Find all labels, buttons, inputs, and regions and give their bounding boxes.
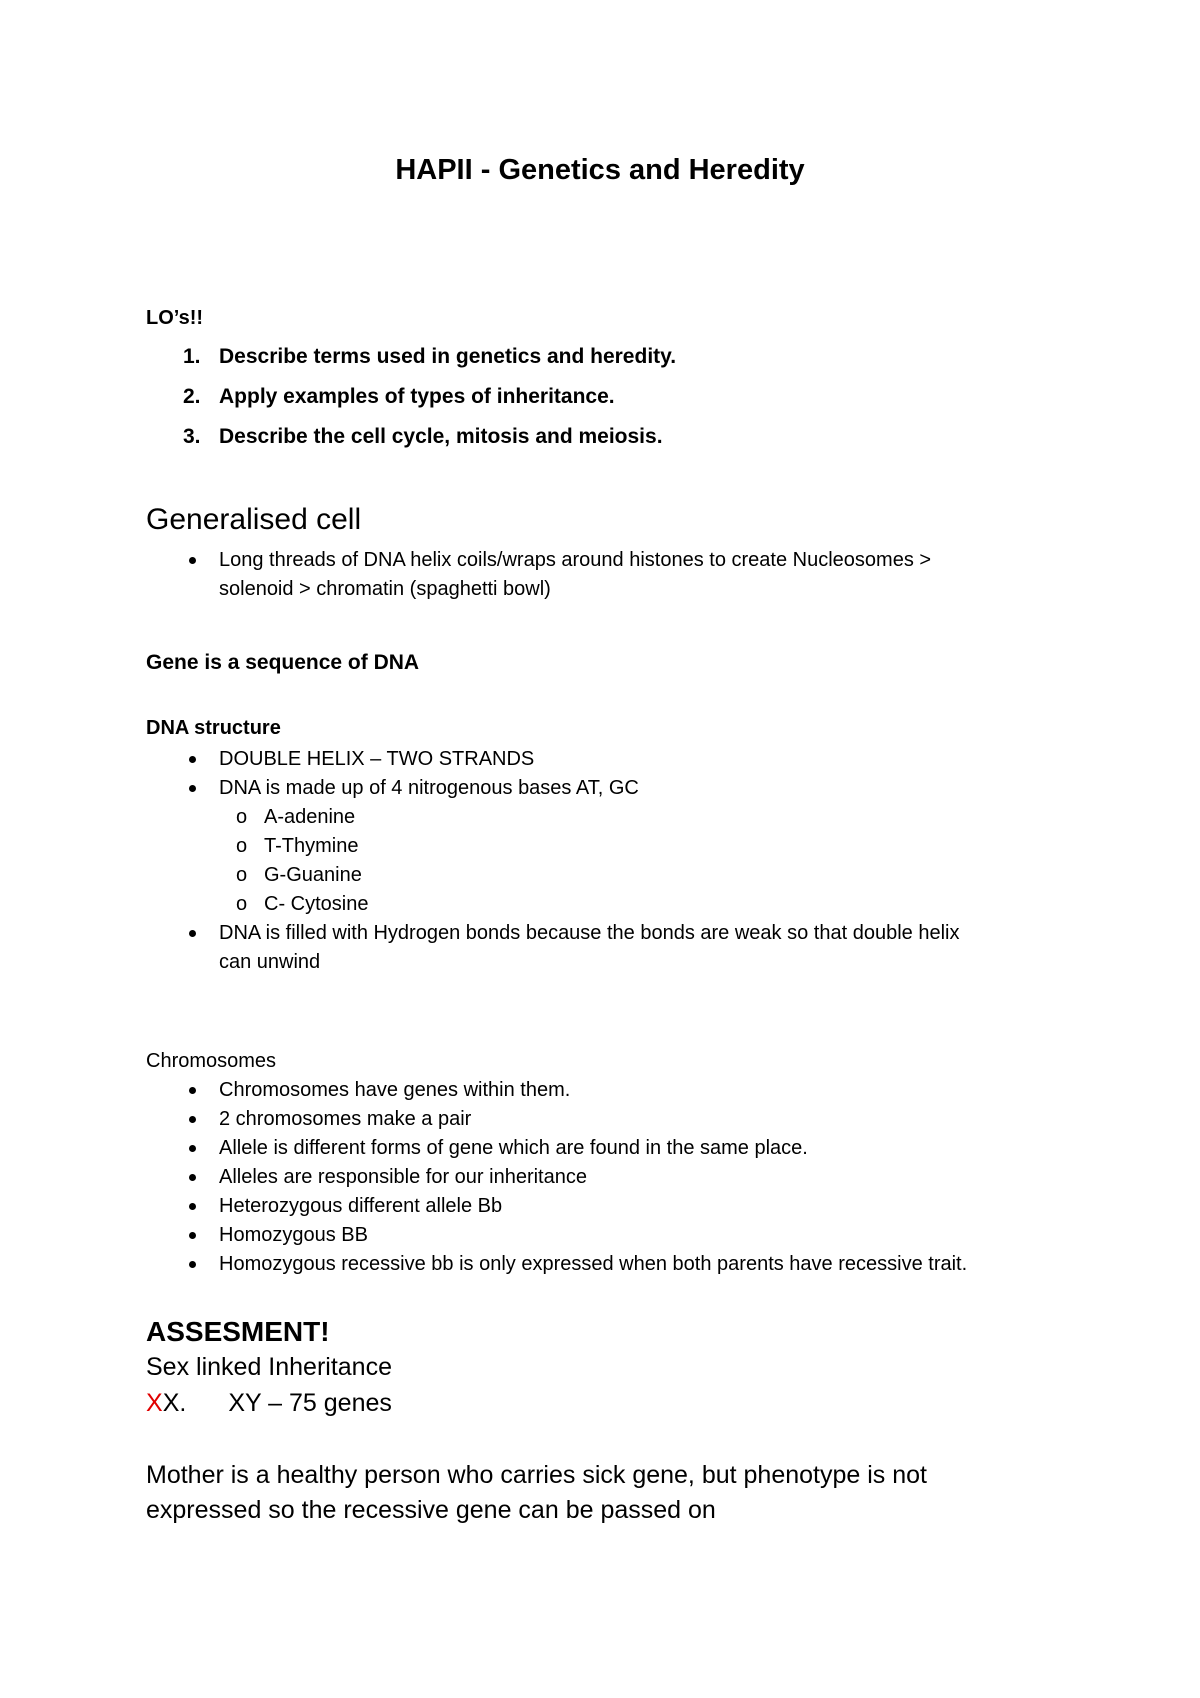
bullet-icon xyxy=(189,1116,196,1123)
list-item-text: Alleles are responsible for our inheritance xyxy=(219,1166,587,1188)
bullet-icon xyxy=(189,1232,196,1239)
sub-list-item xyxy=(146,832,1066,861)
list-item-text: C- Cytosine xyxy=(264,893,369,915)
list-item xyxy=(146,1221,1066,1250)
list-item-text: DOUBLE HELIX – TWO STRANDS xyxy=(219,748,535,770)
list-item-text-cont: solenoid > chromatin (spaghetti bowl) xyxy=(219,578,551,600)
list-item xyxy=(146,919,1066,977)
xy-text: XY – 75 genes xyxy=(228,1389,392,1417)
list-item xyxy=(146,1163,1066,1192)
list-item-text: Homozygous recessive bb is only expressed when both parents have recessive trait. xyxy=(219,1253,968,1275)
list-item xyxy=(146,423,676,463)
generalised-cell-heading: Generalised cell xyxy=(146,503,362,536)
list-item xyxy=(146,343,676,383)
dna-structure-heading: DNA structure xyxy=(146,717,281,739)
bullet-icon xyxy=(189,756,196,763)
sex-linked-heading: Sex linked Inheritance xyxy=(146,1353,392,1381)
gene-heading: Gene is a sequence of DNA xyxy=(146,651,420,674)
list-item-text: Allele is different forms of gene which are found in the same place. xyxy=(219,1137,808,1159)
bullet-icon xyxy=(189,1087,196,1094)
assessment-heading: ASSESMENT! xyxy=(146,1316,330,1347)
list-item xyxy=(146,546,1066,604)
list-item xyxy=(146,745,1066,774)
list-number: 2. xyxy=(183,385,201,408)
paragraph-line-2: expressed so the recessive gene can be passed on xyxy=(146,1496,716,1524)
learning-objectives-list xyxy=(146,343,676,463)
circle-bullet-icon: o xyxy=(236,835,248,857)
list-item xyxy=(146,383,676,423)
page-title: HAPII - Genetics and Heredity xyxy=(395,154,805,186)
dna-structure-list xyxy=(146,745,1066,977)
list-item-text: DNA is made up of 4 nitrogenous bases AT, GC xyxy=(219,777,639,799)
list-item-text: Homozygous BB xyxy=(219,1224,368,1246)
bullet-icon xyxy=(189,930,196,937)
sub-list-item xyxy=(146,890,1066,919)
list-item-text: G-Guanine xyxy=(264,864,362,886)
list-number: 1. xyxy=(183,345,201,368)
list-item-text: T-Thymine xyxy=(264,835,359,857)
bullet-icon xyxy=(189,557,196,564)
red-x-letter: X xyxy=(146,1389,163,1417)
generalised-cell-list xyxy=(146,546,1066,604)
sub-list-item xyxy=(146,803,1066,832)
circle-bullet-icon: o xyxy=(236,893,248,915)
list-item-text: Chromosomes have genes within them. xyxy=(219,1079,571,1101)
paragraph-line-1: Mother is a healthy person who carries sick gene, but phenotype is not xyxy=(146,1461,927,1489)
chromosomes-list xyxy=(146,1076,1066,1279)
list-item xyxy=(146,1134,1066,1163)
bullet-icon xyxy=(189,785,196,792)
bullet-icon xyxy=(189,1174,196,1181)
list-item xyxy=(146,1076,1066,1105)
xx-rest: X. xyxy=(162,1389,187,1417)
list-item-text: Describe terms used in genetics and heredity. xyxy=(219,345,677,368)
list-item xyxy=(146,1192,1066,1221)
circle-bullet-icon: o xyxy=(236,864,248,886)
list-item-text: Apply examples of types of inheritance. xyxy=(219,385,615,408)
list-number: 3. xyxy=(183,425,201,448)
list-item-text: Heterozygous different allele Bb xyxy=(219,1195,503,1217)
sub-list-item xyxy=(146,861,1066,890)
list-item xyxy=(146,774,1066,803)
list-item-text: DNA is filled with Hydrogen bonds because the bonds are weak so that double helix xyxy=(219,922,960,944)
los-label: LO’s!! xyxy=(146,307,204,329)
list-item-text-cont: can unwind xyxy=(219,951,321,973)
list-item-text: Describe the cell cycle, mitosis and meiosis. xyxy=(219,425,663,448)
list-item-text: 2 chromosomes make a pair xyxy=(219,1108,472,1130)
bullet-icon xyxy=(189,1203,196,1210)
xx-xy-line xyxy=(146,1386,392,1421)
circle-bullet-icon: o xyxy=(236,806,248,828)
bullet-icon xyxy=(189,1261,196,1268)
list-item xyxy=(146,1105,1066,1134)
list-item xyxy=(146,1250,1066,1279)
list-item-text: Long threads of DNA helix coils/wraps around histones to create Nucleosomes > xyxy=(219,549,932,571)
list-item-text: A-adenine xyxy=(264,806,356,828)
bullet-icon xyxy=(189,1145,196,1152)
chromosomes-heading: Chromosomes xyxy=(146,1050,277,1072)
